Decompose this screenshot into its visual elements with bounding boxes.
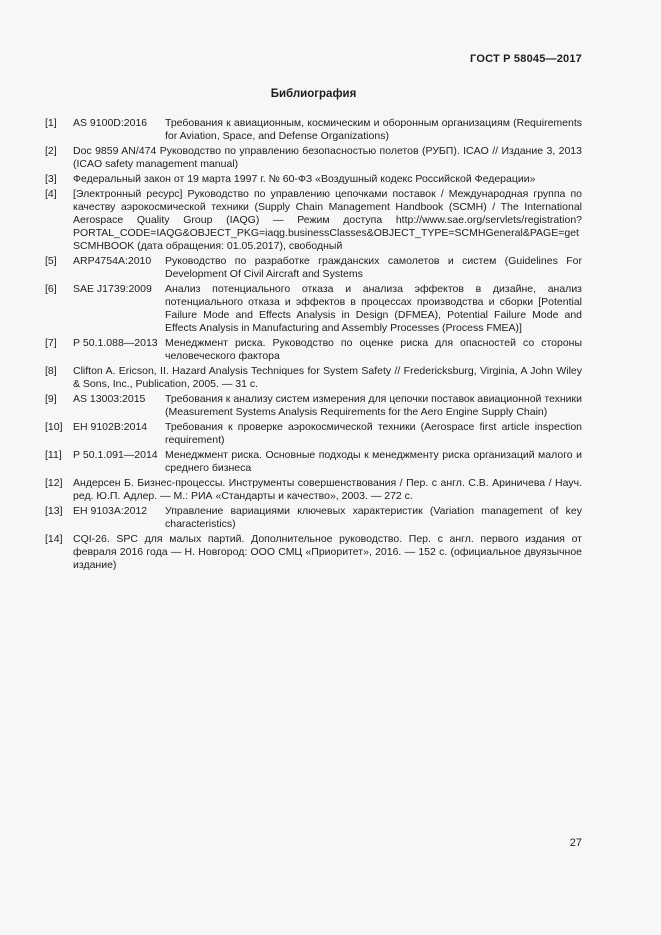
reference-text: Требования к авиационным, космическим и оборонным организациям (Requirements for Aviation, Space, and Defense Organizations) bbox=[165, 117, 582, 142]
reference-text: Руководство по разработке гражданских самолетов и систем (Guidelines For Development Of Civil Aircraft and Systems bbox=[165, 255, 582, 280]
bibliography-entry bbox=[45, 145, 582, 171]
reference-number: [7] bbox=[45, 337, 57, 349]
page-title: Библиография bbox=[270, 88, 357, 100]
reference-number: [3] bbox=[45, 173, 57, 185]
reference-text: Федеральный закон от 19 марта 1997 г. № 60-ФЗ «Воздушный кодекс Российской Федерации» bbox=[73, 173, 536, 185]
reference-text: Требования к проверке аэрокосмической техники (Aerospace first article inspection requirement) bbox=[165, 421, 582, 446]
reference-text: Doc 9859 AN/474 Руководство по управлению безопасностью полетов (РУБП). ICAO // Издание 3, 2013 (ICAO safety management manual) bbox=[73, 145, 582, 170]
bibliography-entry bbox=[45, 449, 582, 475]
reference-code: AS 9100D:2016 bbox=[73, 117, 148, 129]
reference-text: Clifton A. Ericson, II. Hazard Analysis Techniques for System Safety // Fredericksburg, Virginia, A John Wiley & Sons, Inc., Publication, 2005. — 31 с. bbox=[73, 365, 582, 390]
bibliography-entry bbox=[45, 173, 582, 186]
bibliography-entry bbox=[45, 188, 582, 253]
reference-number: [6] bbox=[45, 283, 57, 295]
page-number: 27 bbox=[569, 837, 582, 849]
reference-number: [2] bbox=[45, 145, 57, 157]
reference-number: [5] bbox=[45, 255, 57, 267]
reference-number: [10] bbox=[45, 421, 63, 433]
bibliography-entry bbox=[45, 533, 582, 572]
reference-code: SAE J1739:2009 bbox=[73, 283, 152, 295]
bibliography-entry bbox=[45, 505, 582, 531]
reference-number: [11] bbox=[45, 449, 62, 461]
reference-text: Андерсен Б. Бизнес-процессы. Инструменты совершенствования / Пер. с англ. С.В. Ариничева / Науч. ред. Ю.П. Адлер. — М.: РИА «Стандарты и качество», 2003. — 272 с. bbox=[73, 477, 582, 502]
bibliography-entry bbox=[45, 255, 582, 281]
bibliography-entry bbox=[45, 393, 582, 419]
bibliography-entry bbox=[45, 477, 582, 503]
reference-text: Менеджмент риска. Основные подходы к менеджменту риска организаций малого и среднего бизнеса bbox=[165, 449, 582, 474]
bibliography-entry bbox=[45, 337, 582, 363]
reference-number: [8] bbox=[45, 365, 57, 377]
reference-text: Управление вариациями ключевых характеристик (Variation management of key characteristics) bbox=[165, 505, 582, 530]
reference-text: Анализ потенциального отказа и анализа эффектов в дизайне, анализ потенциального отказа и эффектов в процессах производства и сборки [Potential Failure Mode and Effects Analysis in Design (DFMEA), Potential Failure Mode and Effects Analysis in Manufacturing and Assembly Processes (Process FMEA)] bbox=[165, 283, 582, 334]
reference-number: [1] bbox=[45, 117, 57, 129]
document-number: ГОСТ Р 58045—2017 bbox=[470, 53, 582, 65]
reference-text: Менеджмент риска. Руководство по оценке риска для опасностей со стороны человеческого фактора bbox=[165, 337, 582, 362]
bibliography-entry bbox=[45, 117, 582, 143]
reference-number: [9] bbox=[45, 393, 57, 405]
reference-number: [14] bbox=[45, 533, 63, 545]
reference-code: ARP4754A:2010 bbox=[73, 255, 152, 267]
reference-text: [Электронный ресурс] Руководство по управлению цепочками поставок / Международная группа по качеству аэрокосмической техники (Supply Chain Management Handbook (SCMH) / The International Aerospace Quality Group (IAQG) — Режим доступа http://www.sae.org/servlets/registration?PORTAL_CODE=IAQG&OBJECT_PKG=iaqg.businessClasses&OBJECT_TYPE=SCMHGeneral&PAGE=getSCMHBOOK (дата обращения: 01.05.2017), свободный bbox=[73, 188, 582, 252]
bibliography-entry bbox=[45, 365, 582, 391]
reference-number: [13] bbox=[45, 505, 63, 517]
reference-number: [12] bbox=[45, 477, 63, 489]
reference-text: Требования к анализу систем измерения для цепочки поставок авиационной техники (Measurement Systems Analysis Requirements for the Aero Engine Supply Chain) bbox=[165, 393, 582, 418]
reference-code: ЕН 9103А:2012 bbox=[73, 505, 148, 517]
reference-code: Р 50.1.088—2013 bbox=[73, 337, 158, 349]
bibliography-entry bbox=[45, 283, 582, 335]
reference-code: AS 13003:2015 bbox=[73, 393, 146, 405]
reference-number: [4] bbox=[45, 188, 57, 200]
bibliography-entry bbox=[45, 421, 582, 447]
reference-code: Р 50.1.091—2014 bbox=[73, 449, 158, 461]
reference-code: ЕН 9102В:2014 bbox=[73, 421, 148, 433]
bibliography-list bbox=[45, 117, 582, 574]
reference-text: CQI-26. SPC для малых партий. Дополнительное руководство. Пер. с англ. первого издания от февраля 2016 года — Н. Новгород: ООО СМЦ «Приоритет», 2016. — 152 с. (официальное двуязычное издание) bbox=[73, 533, 582, 571]
